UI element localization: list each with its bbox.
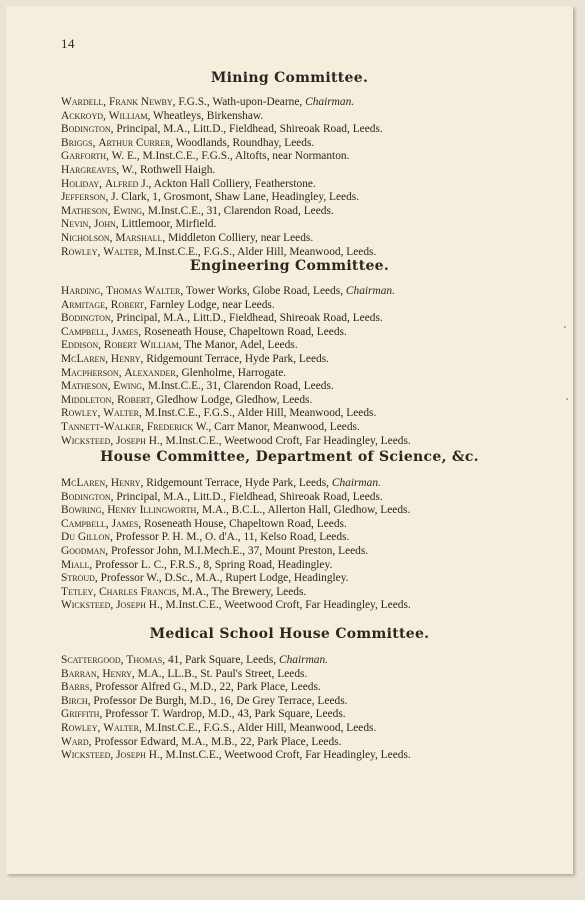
member-surname: Macpherson,	[61, 366, 122, 379]
member-surname: Stroud,	[61, 572, 98, 585]
member-forename: Charles Francis,	[99, 585, 180, 598]
member-forename: Robert,	[117, 393, 154, 406]
member-details: M.Inst.C.E., F.G.S., Alder Hill, Meanwood, Leeds.	[144, 245, 377, 258]
member-details: M.Inst.C.E., F.G.S., Alder Hill, Meanwood, Leeds.	[144, 407, 377, 420]
list-item	[61, 96, 531, 110]
list-item	[61, 722, 531, 736]
member-forename: Ewing,	[113, 204, 145, 217]
member-details: Professor De Burgh, M.D., 16, De Grey Terrace, Leeds.	[93, 694, 348, 707]
member-details: Littlemoor, Mirfield.	[121, 218, 217, 231]
member-surname: Tannett-Walker,	[61, 420, 145, 433]
member-surname: Holiday,	[61, 177, 102, 190]
list-item	[61, 559, 531, 573]
member-surname: Scattergood,	[61, 654, 124, 666]
member-forename: James,	[111, 325, 142, 338]
member-forename: William,	[108, 109, 151, 122]
member-forename: Frank Newby,	[109, 96, 176, 108]
member-surname: Miall,	[61, 558, 93, 571]
member-details: Ridgemount Terrace, Hyde Park, Leeds,	[146, 477, 329, 489]
member-details: The Manor, Adel, Leeds.	[184, 339, 298, 352]
paper-speck	[566, 398, 568, 400]
member-details: Principal, M.A., Litt.D., Fieldhead, Shireoak Road, Leeds.	[116, 123, 383, 136]
list-item	[61, 191, 531, 205]
member-surname: Bodington,	[61, 312, 114, 325]
document-page	[6, 6, 573, 874]
member-forename: Henry Illingworth,	[107, 504, 200, 517]
member-details: Woodlands, Roundhay, Leeds.	[175, 136, 315, 149]
member-details: M.Inst.C.E., 31, Clarendon Road, Leeds.	[147, 380, 334, 393]
list-item	[61, 394, 531, 408]
list-item	[61, 123, 531, 137]
member-chair: Chairman.	[278, 654, 329, 666]
list-item	[61, 586, 531, 600]
member-surname: Hargreaves,	[61, 163, 120, 176]
list-item	[61, 353, 531, 367]
section-heading: Medical School House Committee.	[149, 626, 430, 642]
member-surname: Nicholson,	[61, 231, 113, 244]
member-details: F.G.S., Wath-upon-Dearne,	[178, 96, 303, 108]
member-surname: Birch,	[61, 694, 91, 707]
member-forename: Frederick	[146, 420, 194, 433]
committee-members	[61, 654, 531, 763]
committee-members	[61, 477, 531, 613]
member-details: M.Inst.C.E., 31, Clarendon Road, Leeds.	[147, 204, 334, 217]
list-item	[61, 491, 531, 505]
member-forename: James,	[111, 517, 142, 530]
member-forename: Robert William,	[103, 339, 182, 352]
member-details: M.A., B.C.L., Allerton Hall, Gledhow, Leeds.	[201, 504, 411, 517]
list-item	[61, 326, 531, 340]
list-item	[61, 531, 531, 545]
list-item	[61, 668, 531, 682]
member-details: W. E., M.Inst.C.E., F.G.S., Altofts, near Normanton.	[111, 150, 350, 163]
member-forename: Henry,	[102, 667, 135, 680]
member-details: Principal, M.A., Litt.D., Fieldhead, Shireoak Road, Leeds.	[116, 490, 383, 503]
member-details: Professor Alfred G., M.D., 22, Park Place, Leeds.	[95, 681, 321, 694]
member-surname: Campbell,	[61, 325, 109, 338]
list-item	[61, 518, 531, 532]
member-details: J., Ackton Hall Colliery, Featherstone.	[141, 177, 316, 190]
member-details: Middleton Colliery, near Leeds.	[168, 231, 314, 244]
list-item	[61, 232, 531, 246]
member-details: M.A., LL.B., St. Paul's Street, Leeds.	[137, 667, 308, 680]
list-item	[61, 285, 531, 299]
member-surname: Wicksteed,	[61, 599, 114, 612]
member-forename: Henry,	[110, 352, 144, 365]
member-surname: Garforth,	[61, 150, 109, 163]
member-surname: Bodington,	[61, 490, 114, 503]
list-item	[61, 110, 531, 124]
list-item	[61, 178, 531, 192]
member-surname: Nevin,	[61, 218, 92, 231]
member-details: W., Rothwell Haigh.	[121, 163, 216, 176]
member-surname: Rowley,	[61, 245, 101, 258]
section-heading: Mining Committee.	[210, 70, 369, 86]
member-chair: Chairman.	[345, 285, 395, 297]
member-details: Professor Edward, M.A., M.B., 22, Park Place, Leeds.	[94, 735, 342, 748]
member-forename: Henry,	[110, 477, 144, 489]
list-item	[61, 367, 531, 381]
list-item	[61, 708, 531, 722]
list-item	[61, 380, 531, 394]
member-details: Ridgemount Terrace, Hyde Park, Leeds.	[146, 352, 329, 365]
list-item	[61, 339, 531, 353]
member-details: Professor W., D.Sc., M.A., Rupert Lodge, Headingley.	[100, 572, 349, 585]
member-surname: Briggs,	[61, 136, 96, 149]
member-details: M.A., The Brewery, Leeds.	[181, 585, 307, 598]
member-forename: Joseph	[116, 599, 146, 612]
member-surname: Tetley,	[61, 585, 97, 598]
member-surname: Wicksteed,	[61, 749, 114, 762]
member-details: M.Inst.C.E., F.G.S., Alder Hill, Meanwood, Leeds.	[144, 721, 377, 734]
member-details: Roseneath House, Chapeltown Road, Leeds.	[144, 517, 347, 530]
list-item	[61, 749, 531, 763]
section-heading: House Committee, Department of Science, &c.	[100, 449, 479, 465]
list-item	[61, 299, 531, 313]
member-details: Professor L. C., F.R.S., 8, Spring Road, Headingley.	[95, 558, 333, 571]
list-item	[61, 407, 531, 421]
member-surname: Campbell,	[61, 517, 109, 530]
list-item	[61, 599, 531, 613]
member-surname: Bodington,	[61, 123, 114, 136]
member-details: Professor John, M.I.Mech.E., 37, Mount Preston, Leeds.	[110, 544, 369, 557]
list-item	[61, 654, 531, 668]
member-details: Wheatleys, Birkenshaw.	[152, 109, 264, 122]
member-details: 41, Park Square, Leeds,	[167, 654, 277, 666]
member-details: Gledhow Lodge, Gledhow, Leeds.	[156, 393, 313, 406]
member-surname: Barran,	[61, 667, 100, 680]
list-item	[61, 736, 531, 750]
member-forename: Thomas,	[126, 654, 166, 666]
list-item	[61, 477, 531, 491]
member-forename: Marshall,	[115, 231, 166, 244]
list-item	[61, 572, 531, 586]
member-chair: Chairman.	[305, 96, 355, 108]
member-details: H., M.Inst.C.E., Weetwood Croft, Far Headingley, Leeds.	[148, 434, 411, 447]
list-item	[61, 150, 531, 164]
member-surname: Bowring,	[61, 504, 105, 517]
list-item	[61, 312, 531, 326]
member-forename: Joseph	[116, 749, 146, 762]
page-number: 14	[61, 36, 75, 51]
member-surname: Matheson,	[61, 204, 111, 217]
member-details: Farnley Lodge, near Leeds.	[149, 298, 275, 311]
member-surname: Wicksteed,	[61, 434, 114, 447]
member-forename: Thomas Walter,	[106, 285, 184, 297]
member-details: H., M.Inst.C.E., Weetwood Croft, Far Headingley, Leeds.	[148, 749, 411, 762]
member-surname: Du Gillon,	[61, 531, 113, 544]
member-surname: Matheson,	[61, 380, 111, 393]
member-forename: Alexander,	[124, 366, 179, 379]
member-surname: Eddison,	[61, 339, 102, 352]
member-surname: Armitage,	[61, 298, 108, 311]
member-forename: Arthur Currer,	[98, 136, 174, 149]
list-item	[61, 137, 531, 151]
member-forename: Ewing,	[113, 380, 145, 393]
member-surname: Harding,	[61, 285, 104, 297]
paper-speck	[564, 326, 566, 328]
list-item	[61, 164, 531, 178]
member-details: H., M.Inst.C.E., Weetwood Croft, Far Headingley, Leeds.	[148, 599, 411, 612]
list-item	[61, 504, 531, 518]
list-item	[61, 421, 531, 435]
member-details: W., Carr Manor, Meanwood, Leeds.	[195, 420, 360, 433]
member-surname: Wardell,	[61, 96, 107, 108]
list-item	[61, 205, 531, 219]
member-details: Tower Works, Globe Road, Leeds,	[185, 285, 344, 297]
member-forename: Walter,	[103, 721, 142, 734]
member-chair: Chairman.	[331, 477, 381, 489]
committee-members	[61, 285, 531, 448]
member-details: Roseneath House, Chapeltown Road, Leeds.	[144, 325, 347, 338]
member-surname: Ackroyd,	[61, 109, 106, 122]
committee-members	[61, 96, 531, 259]
member-forename: Robert,	[110, 298, 147, 311]
list-item	[61, 695, 531, 709]
member-surname: Middleton,	[61, 393, 115, 406]
member-details: Professor P. H. M., O. d'A., 11, Kelso Road, Leeds.	[115, 531, 350, 544]
member-surname: McLaren,	[61, 352, 109, 365]
member-surname: Jefferson,	[61, 191, 109, 204]
member-surname: Goodman,	[61, 544, 109, 557]
member-surname: Ward,	[61, 735, 92, 748]
member-forename: Alfred	[104, 177, 139, 190]
list-item	[61, 681, 531, 695]
member-surname: Rowley,	[61, 721, 101, 734]
list-item	[61, 435, 531, 449]
member-surname: McLaren,	[61, 477, 109, 489]
list-item	[61, 545, 531, 559]
member-details: J. Clark, 1, Grosmont, Shaw Lane, Headingley, Leeds.	[111, 191, 360, 204]
member-details: Glenholme, Harrogate.	[181, 366, 287, 379]
section-heading: Engineering Committee.	[189, 258, 390, 274]
member-forename: Joseph	[116, 434, 146, 447]
member-forename: Walter,	[103, 407, 142, 420]
list-item	[61, 218, 531, 232]
member-details: Professor T. Wardrop, M.D., 43, Park Square, Leeds.	[105, 708, 346, 721]
member-forename: John,	[94, 218, 119, 231]
member-surname: Barrs,	[61, 681, 93, 694]
member-forename: Walter,	[103, 245, 142, 258]
member-surname: Griffith,	[61, 708, 103, 721]
member-surname: Rowley,	[61, 407, 101, 420]
member-details: Principal, M.A., Litt.D., Fieldhead, Shireoak Road, Leeds.	[116, 312, 383, 325]
